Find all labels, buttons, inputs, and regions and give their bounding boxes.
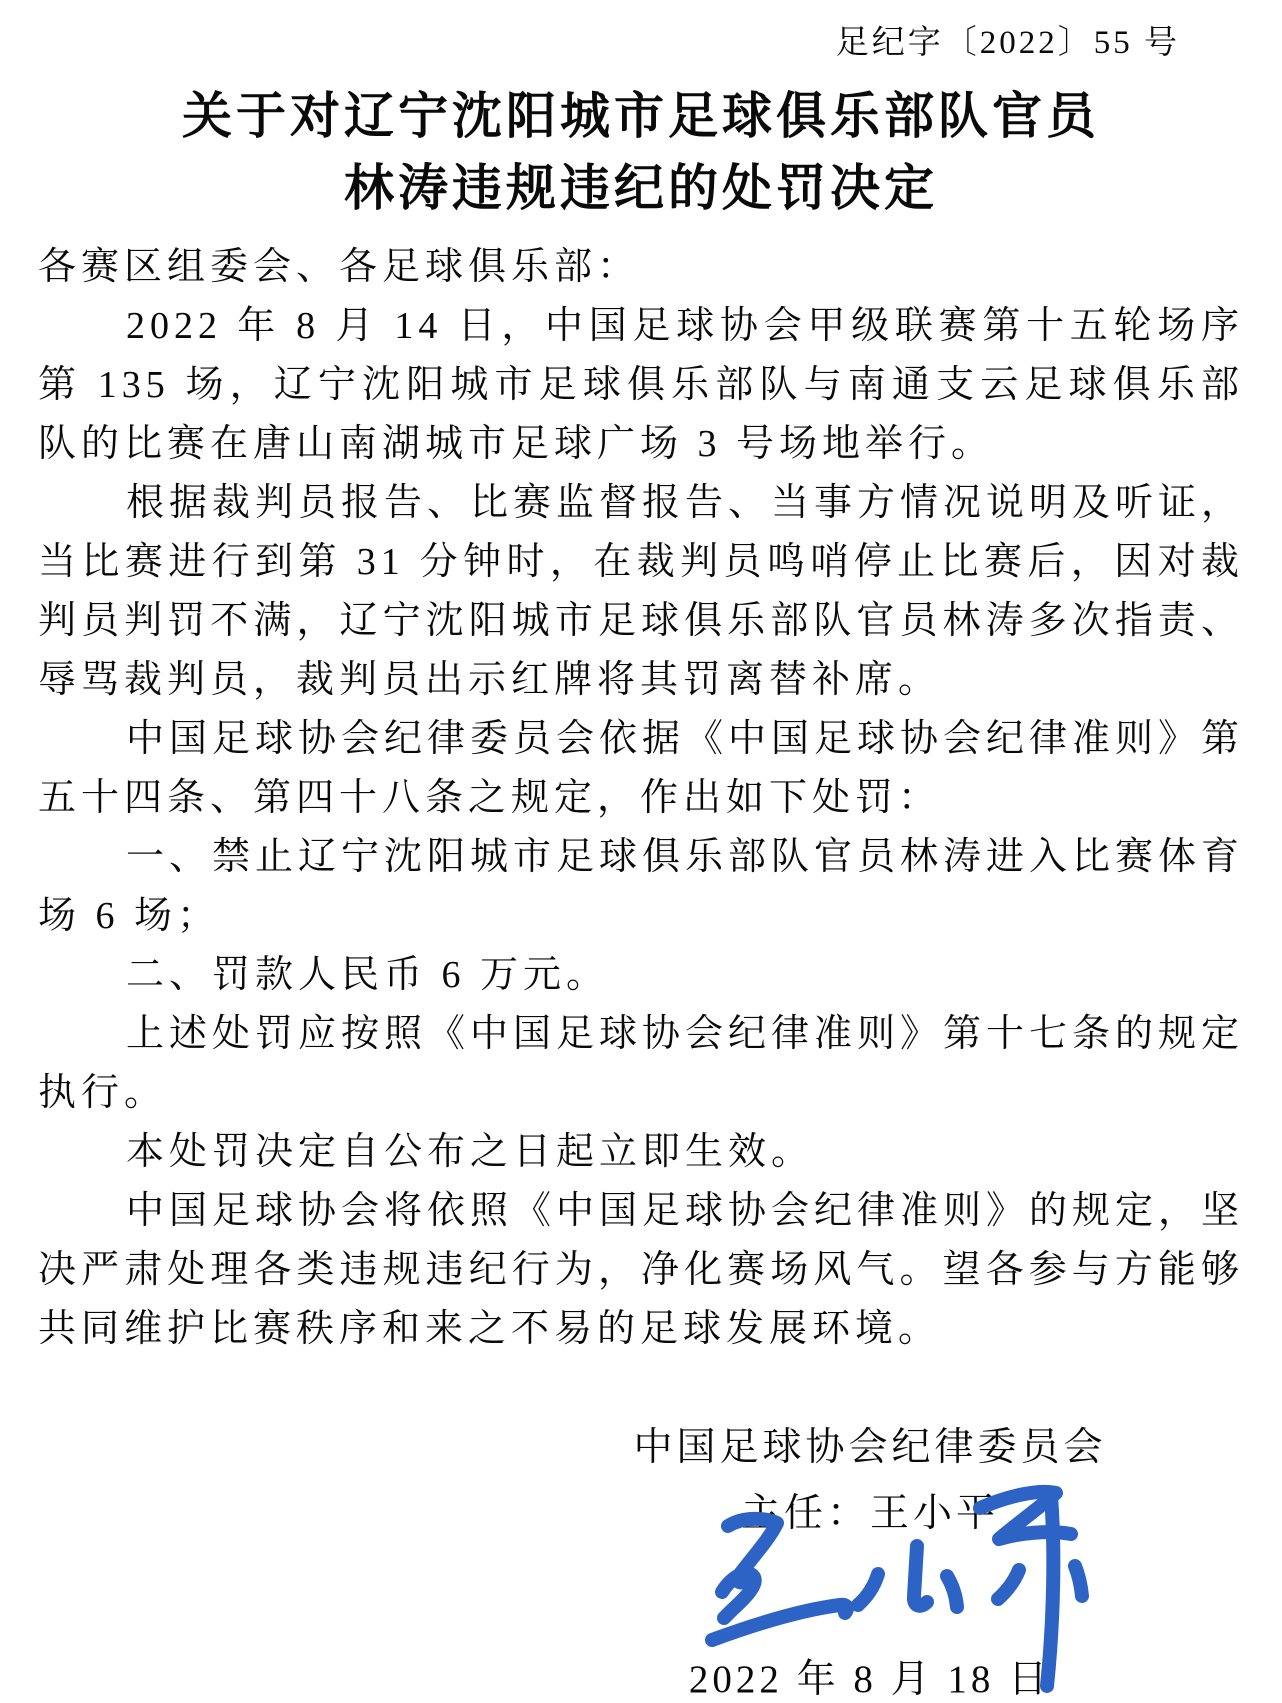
body-paragraph: 本处罚决定自公布之日起立即生效。 bbox=[126, 1131, 815, 1173]
body-paragraph: 中国足球协会将依照《中国足球协会纪律准则》的规定，坚决严肃处理各类违规违纪行为，净化赛场风气。望各参与方能够共同维护比赛秩序和来之不易的足球发展环境。 bbox=[38, 1190, 1245, 1350]
body-paragraph: 一、禁止辽宁沈阳城市足球俱乐部队官员林涛进入比赛体育场 6 场； bbox=[38, 836, 1245, 937]
body-paragraph: 上述处罚应按照《中国足球协会纪律准则》第十七条的规定执行。 bbox=[38, 1013, 1245, 1114]
body-paragraph: 中国足球协会纪律委员会依据《中国足球协会纪律准则》第五十四条、第四十八条之规定，作出如下处罚： bbox=[38, 718, 1245, 819]
document-title-line-2: 林涛违规违纪的处罚决定 bbox=[344, 160, 938, 216]
document-title-line-1: 关于对辽宁沈阳城市足球俱乐部队官员 bbox=[182, 88, 1100, 144]
body-paragraph: 二、罚款人民币 6 万元。 bbox=[126, 954, 610, 996]
salutation: 各赛区组委会、各足球俱乐部： bbox=[38, 246, 641, 288]
document-body bbox=[38, 238, 1244, 1359]
signature-date: 2022 年 8 月 18 日 bbox=[688, 1658, 1052, 1701]
body-paragraph: 2022 年 8 月 14 日，中国足球协会甲级联赛第十五轮场序第 135 场，辽宁沈阳城市足球俱乐部队与南通支云足球俱乐部队的比赛在唐山南湖城市足球广场 3 号场地举行。 bbox=[38, 305, 1244, 465]
paragraph-list bbox=[38, 297, 1244, 1359]
body-paragraph: 根据裁判员报告、比赛监督报告、当事方情况说明及听证，当比赛进行到第 31 分钟时，在裁判员鸣哨停止比赛后，因对裁判员判罚不满，辽宁沈阳城市足球俱乐部队官员林涛多次指责、辱骂裁判员，裁判员出示红牌将其罚离替补席。 bbox=[38, 482, 1245, 701]
signature-organization: 中国足球协会纪律委员会 bbox=[633, 1426, 1107, 1469]
signature-signer-line: 主任：王小平 bbox=[740, 1492, 999, 1535]
document-title bbox=[0, 80, 1282, 224]
document-number: 足纪字〔2022〕55 号 bbox=[835, 25, 1180, 61]
